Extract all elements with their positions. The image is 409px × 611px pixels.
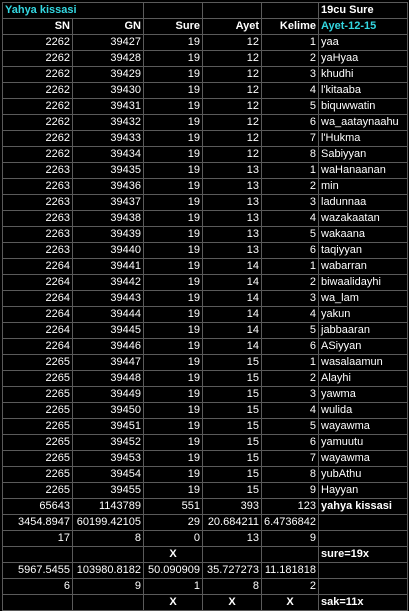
ratio-row — [3, 515, 408, 531]
table-row — [3, 259, 408, 275]
number-cell[interactable]: 11.181818 — [262, 563, 319, 579]
table-row — [3, 419, 408, 435]
number-cell[interactable]: 3454.8947 — [3, 515, 73, 531]
number-cell[interactable]: 19 — [144, 147, 203, 163]
number-cell[interactable]: X — [203, 595, 262, 611]
number-cell[interactable]: 9 — [262, 483, 319, 499]
number-cell[interactable]: 39452 — [73, 435, 144, 451]
number-cell[interactable]: 1 — [262, 355, 319, 371]
number-cell[interactable] — [3, 547, 73, 563]
number-cell[interactable]: 8 — [262, 147, 319, 163]
number-cell[interactable]: 39447 — [73, 355, 144, 371]
table-row — [3, 339, 408, 355]
word-cell[interactable]: wa_aataynaahu — [319, 115, 408, 131]
number-cell[interactable]: 39439 — [73, 227, 144, 243]
number-cell[interactable]: 50.090909 — [144, 563, 203, 579]
number-cell[interactable]: 6 — [3, 579, 73, 595]
number-cell[interactable]: 19 — [144, 163, 203, 179]
number-cell[interactable]: 39437 — [73, 195, 144, 211]
number-cell[interactable]: 19 — [144, 243, 203, 259]
number-cell[interactable]: 19 — [144, 99, 203, 115]
table-row — [3, 211, 408, 227]
number-cell[interactable]: 1 — [262, 35, 319, 51]
number-cell[interactable]: X — [144, 595, 203, 611]
number-cell[interactable]: 13 — [203, 243, 262, 259]
number-cell[interactable]: 39436 — [73, 179, 144, 195]
word-cell[interactable] — [319, 531, 408, 547]
number-cell[interactable]: 3 — [262, 67, 319, 83]
table-row — [3, 291, 408, 307]
number-cell[interactable]: 2263 — [3, 179, 73, 195]
word-cell[interactable]: yaHyaa — [319, 51, 408, 67]
number-cell[interactable]: 2264 — [3, 323, 73, 339]
table-row — [3, 387, 408, 403]
number-cell[interactable]: 15 — [203, 483, 262, 499]
number-cell[interactable]: 19 — [144, 67, 203, 83]
word-cell[interactable]: ASiyyan — [319, 339, 408, 355]
word-cell[interactable]: sure=19x — [319, 547, 408, 563]
number-cell[interactable]: 39434 — [73, 147, 144, 163]
table-row — [3, 83, 408, 99]
number-cell[interactable]: 2264 — [3, 307, 73, 323]
number-cell[interactable]: 19 — [144, 451, 203, 467]
number-cell[interactable]: 15 — [203, 371, 262, 387]
number-cell[interactable]: 2265 — [3, 355, 73, 371]
word-cell[interactable]: wayawma — [319, 419, 408, 435]
number-cell[interactable]: 2262 — [3, 115, 73, 131]
number-cell[interactable]: 2262 — [3, 51, 73, 67]
number-cell[interactable]: 5 — [262, 227, 319, 243]
number-cell[interactable]: 19 — [144, 403, 203, 419]
number-cell[interactable]: 7 — [262, 451, 319, 467]
number-cell[interactable]: 39428 — [73, 51, 144, 67]
word-cell[interactable]: wazakaatan — [319, 211, 408, 227]
number-cell[interactable] — [262, 547, 319, 563]
number-cell[interactable]: 2264 — [3, 291, 73, 307]
number-cell[interactable]: 2265 — [3, 483, 73, 499]
number-cell[interactable]: 12 — [203, 83, 262, 99]
number-cell[interactable]: 5 — [262, 323, 319, 339]
number-cell[interactable]: 17 — [3, 531, 73, 547]
table-row — [3, 163, 408, 179]
ayet-range[interactable]: Ayet-12-15 — [319, 19, 408, 35]
number-cell[interactable]: 2263 — [3, 163, 73, 179]
word-cell[interactable]: wakaana — [319, 227, 408, 243]
number-cell[interactable]: 2264 — [3, 339, 73, 355]
number-cell[interactable]: 39429 — [73, 67, 144, 83]
header-kelime[interactable]: Kelime — [262, 19, 319, 35]
word-cell[interactable]: wayawma — [319, 451, 408, 467]
number-cell[interactable]: 1 — [262, 163, 319, 179]
number-cell[interactable]: 19 — [144, 307, 203, 323]
number-cell[interactable]: 4 — [262, 211, 319, 227]
table-row — [3, 467, 408, 483]
x-row — [3, 547, 408, 563]
number-cell[interactable]: 2 — [262, 275, 319, 291]
number-cell[interactable]: 29 — [144, 515, 203, 531]
number-cell[interactable]: 19 — [144, 35, 203, 51]
number-cell[interactable]: 5967.5455 — [3, 563, 73, 579]
number-cell[interactable]: 13 — [203, 195, 262, 211]
number-cell[interactable]: 19 — [144, 323, 203, 339]
cell[interactable] — [203, 3, 262, 19]
number-cell[interactable]: 15 — [203, 355, 262, 371]
word-cell[interactable]: ladunnaa — [319, 195, 408, 211]
number-cell[interactable]: 15 — [203, 435, 262, 451]
number-cell[interactable]: 2263 — [3, 227, 73, 243]
table-row — [3, 275, 408, 291]
number-cell[interactable]: 39443 — [73, 291, 144, 307]
word-cell[interactable]: yubAthu — [319, 467, 408, 483]
word-cell[interactable]: Hayyan — [319, 483, 408, 499]
table-row — [3, 355, 408, 371]
number-cell[interactable]: 19 — [144, 371, 203, 387]
number-cell[interactable]: 19 — [144, 83, 203, 99]
number-cell[interactable]: 2265 — [3, 371, 73, 387]
number-cell[interactable]: 4 — [262, 307, 319, 323]
number-cell[interactable]: 65643 — [3, 499, 73, 515]
number-cell[interactable]: 2265 — [3, 387, 73, 403]
number-cell[interactable]: 6.4736842 — [262, 515, 319, 531]
number-cell[interactable]: 6 — [262, 243, 319, 259]
number-cell[interactable]: 39444 — [73, 307, 144, 323]
number-cell[interactable]: 19 — [144, 467, 203, 483]
number-cell[interactable]: X — [262, 595, 319, 611]
table-row — [3, 99, 408, 115]
number-cell[interactable]: 60199.42105 — [73, 515, 144, 531]
number-cell[interactable]: 39435 — [73, 163, 144, 179]
table-row — [3, 435, 408, 451]
number-cell[interactable]: 2 — [262, 371, 319, 387]
number-cell[interactable]: 19 — [144, 259, 203, 275]
ratio-row-2 — [3, 563, 408, 579]
number-cell[interactable]: 551 — [144, 499, 203, 515]
header-row — [3, 19, 408, 35]
table-row — [3, 483, 408, 499]
title-row — [3, 3, 408, 19]
number-cell[interactable]: 2265 — [3, 419, 73, 435]
number-cell[interactable]: 3 — [262, 291, 319, 307]
number-cell[interactable]: 2262 — [3, 35, 73, 51]
number-cell[interactable]: 19 — [144, 483, 203, 499]
number-cell[interactable]: 19 — [144, 419, 203, 435]
number-cell[interactable]: 39441 — [73, 259, 144, 275]
number-cell[interactable]: 14 — [203, 291, 262, 307]
word-cell[interactable]: yamuutu — [319, 435, 408, 451]
number-cell[interactable]: 4 — [262, 403, 319, 419]
number-cell[interactable]: 39442 — [73, 275, 144, 291]
mod-row — [3, 531, 408, 547]
number-cell[interactable]: 19 — [144, 211, 203, 227]
number-cell[interactable]: 13 — [203, 163, 262, 179]
number-cell[interactable]: 19 — [144, 51, 203, 67]
word-cell[interactable]: yakun — [319, 307, 408, 323]
word-cell[interactable]: taqiyyan — [319, 243, 408, 259]
number-cell[interactable]: 19 — [144, 195, 203, 211]
table-row — [3, 227, 408, 243]
number-cell[interactable]: 39438 — [73, 211, 144, 227]
word-cell[interactable] — [319, 579, 408, 595]
header-gn[interactable]: GN — [73, 19, 144, 35]
word-cell[interactable]: biwaalidayhi — [319, 275, 408, 291]
number-cell[interactable]: 39455 — [73, 483, 144, 499]
sure-title[interactable]: 19cu Sure — [319, 3, 408, 19]
number-cell[interactable]: 1 — [262, 259, 319, 275]
number-cell[interactable]: 4 — [262, 83, 319, 99]
number-cell[interactable]: 2263 — [3, 195, 73, 211]
number-cell[interactable]: 9 — [262, 531, 319, 547]
table-row — [3, 195, 408, 211]
number-cell[interactable]: 19 — [144, 355, 203, 371]
number-cell[interactable]: 39450 — [73, 403, 144, 419]
number-cell[interactable]: 1 — [144, 579, 203, 595]
number-cell[interactable]: 393 — [203, 499, 262, 515]
table-row — [3, 115, 408, 131]
number-cell[interactable]: 39433 — [73, 131, 144, 147]
number-cell[interactable]: 2264 — [3, 275, 73, 291]
word-cell[interactable]: waHanaanan — [319, 163, 408, 179]
number-cell[interactable]: 39446 — [73, 339, 144, 355]
number-cell[interactable]: 8 — [203, 579, 262, 595]
number-cell[interactable]: 2262 — [3, 67, 73, 83]
number-cell[interactable]: 5 — [262, 419, 319, 435]
number-cell[interactable]: 2263 — [3, 243, 73, 259]
data-table — [2, 2, 408, 611]
table-row — [3, 51, 408, 67]
number-cell[interactable]: 19 — [144, 387, 203, 403]
number-cell[interactable]: 19 — [144, 227, 203, 243]
number-cell[interactable]: 19 — [144, 131, 203, 147]
table-row — [3, 307, 408, 323]
number-cell[interactable]: 12 — [203, 115, 262, 131]
number-cell[interactable]: 39445 — [73, 323, 144, 339]
number-cell[interactable]: 19 — [144, 275, 203, 291]
number-cell[interactable]: 13 — [203, 211, 262, 227]
number-cell[interactable]: 39448 — [73, 371, 144, 387]
number-cell[interactable]: 19 — [144, 291, 203, 307]
number-cell[interactable]: 19 — [144, 435, 203, 451]
word-cell[interactable]: yahya kissasi — [319, 499, 408, 515]
number-cell[interactable]: 1143789 — [73, 499, 144, 515]
number-cell[interactable]: 13 — [203, 227, 262, 243]
word-cell[interactable]: Alayhi — [319, 371, 408, 387]
number-cell[interactable]: 2265 — [3, 403, 73, 419]
word-cell[interactable]: l'Hukma — [319, 131, 408, 147]
number-cell[interactable]: 103980.8182 — [73, 563, 144, 579]
word-cell[interactable] — [319, 563, 408, 579]
number-cell[interactable]: 39432 — [73, 115, 144, 131]
number-cell[interactable]: 6 — [262, 339, 319, 355]
word-cell[interactable]: sak=11x — [319, 595, 408, 611]
number-cell[interactable]: 39451 — [73, 419, 144, 435]
number-cell[interactable]: 39453 — [73, 451, 144, 467]
number-cell[interactable]: 39440 — [73, 243, 144, 259]
table-row — [3, 67, 408, 83]
word-cell[interactable]: khudhi — [319, 67, 408, 83]
header-sure[interactable]: Sure — [144, 19, 203, 35]
header-ayet[interactable]: Ayet — [203, 19, 262, 35]
number-cell[interactable]: 3 — [262, 195, 319, 211]
table-row — [3, 35, 408, 51]
number-cell[interactable]: 6 — [262, 115, 319, 131]
number-cell[interactable]: 35.727273 — [203, 563, 262, 579]
table-row — [3, 131, 408, 147]
table-row — [3, 243, 408, 259]
word-cell[interactable]: biquwwatin — [319, 99, 408, 115]
number-cell[interactable]: 20.684211 — [203, 515, 262, 531]
number-cell[interactable]: 39431 — [73, 99, 144, 115]
number-cell[interactable]: 14 — [203, 323, 262, 339]
number-cell[interactable]: 14 — [203, 339, 262, 355]
number-cell[interactable]: 2262 — [3, 147, 73, 163]
number-cell[interactable]: 19 — [144, 115, 203, 131]
number-cell[interactable]: 19 — [144, 339, 203, 355]
number-cell[interactable]: 2 — [262, 51, 319, 67]
number-cell[interactable]: 123 — [262, 499, 319, 515]
number-cell[interactable]: 2265 — [3, 451, 73, 467]
number-cell[interactable] — [203, 547, 262, 563]
number-cell[interactable]: 3 — [262, 387, 319, 403]
word-cell[interactable]: yaa — [319, 35, 408, 51]
number-cell[interactable]: 15 — [203, 419, 262, 435]
number-cell[interactable]: 39427 — [73, 35, 144, 51]
number-cell[interactable]: 2265 — [3, 435, 73, 451]
totals-row — [3, 499, 408, 515]
cell[interactable] — [262, 3, 319, 19]
number-cell[interactable]: X — [144, 547, 203, 563]
mod-row-2 — [3, 579, 408, 595]
word-cell[interactable]: wabarran — [319, 259, 408, 275]
number-cell[interactable]: 14 — [203, 259, 262, 275]
number-cell[interactable]: 0 — [144, 531, 203, 547]
number-cell[interactable]: 39449 — [73, 387, 144, 403]
number-cell[interactable]: 2263 — [3, 211, 73, 227]
number-cell[interactable]: 2 — [262, 579, 319, 595]
number-cell[interactable]: 6 — [262, 435, 319, 451]
word-cell[interactable]: wa_lam — [319, 291, 408, 307]
number-cell[interactable]: 2262 — [3, 131, 73, 147]
number-cell[interactable]: 12 — [203, 99, 262, 115]
word-cell[interactable]: jabbaaran — [319, 323, 408, 339]
number-cell[interactable]: 39430 — [73, 83, 144, 99]
number-cell[interactable]: 2262 — [3, 99, 73, 115]
number-cell[interactable]: 13 — [203, 179, 262, 195]
number-cell[interactable] — [3, 595, 73, 611]
word-cell[interactable]: l'kitaaba — [319, 83, 408, 99]
sheet-title[interactable]: Yahya kissasi — [3, 3, 144, 19]
number-cell[interactable]: 7 — [262, 131, 319, 147]
table-row — [3, 147, 408, 163]
number-cell[interactable] — [73, 595, 144, 611]
number-cell[interactable]: 2265 — [3, 467, 73, 483]
number-cell[interactable]: 2262 — [3, 83, 73, 99]
number-cell[interactable]: 14 — [203, 307, 262, 323]
number-cell[interactable]: 15 — [203, 467, 262, 483]
number-cell[interactable]: 5 — [262, 99, 319, 115]
number-cell[interactable]: 12 — [203, 35, 262, 51]
number-cell[interactable] — [73, 547, 144, 563]
number-cell[interactable]: 39454 — [73, 467, 144, 483]
number-cell[interactable]: 15 — [203, 451, 262, 467]
table-row — [3, 179, 408, 195]
word-cell[interactable]: yawma — [319, 387, 408, 403]
table-row — [3, 371, 408, 387]
number-cell[interactable]: 13 — [203, 531, 262, 547]
number-cell[interactable]: 8 — [73, 531, 144, 547]
number-cell[interactable]: 19 — [144, 179, 203, 195]
number-cell[interactable]: 14 — [203, 275, 262, 291]
word-cell[interactable]: wasalaamun — [319, 355, 408, 371]
table-row — [3, 451, 408, 467]
number-cell[interactable]: 15 — [203, 387, 262, 403]
x-row-2 — [3, 595, 408, 611]
number-cell[interactable]: 2 — [262, 179, 319, 195]
word-cell[interactable] — [319, 515, 408, 531]
cell[interactable] — [144, 3, 203, 19]
number-cell[interactable]: 9 — [73, 579, 144, 595]
number-cell[interactable]: 2264 — [3, 259, 73, 275]
number-cell[interactable]: 12 — [203, 131, 262, 147]
number-cell[interactable]: 12 — [203, 51, 262, 67]
table-row — [3, 403, 408, 419]
number-cell[interactable]: 15 — [203, 403, 262, 419]
table-row — [3, 323, 408, 339]
word-cell[interactable]: Sabiyyan — [319, 147, 408, 163]
number-cell[interactable]: 12 — [203, 147, 262, 163]
word-cell[interactable]: min — [319, 179, 408, 195]
header-sn[interactable]: SN — [3, 19, 73, 35]
number-cell[interactable]: 8 — [262, 467, 319, 483]
word-cell[interactable]: wulida — [319, 403, 408, 419]
number-cell[interactable]: 12 — [203, 67, 262, 83]
